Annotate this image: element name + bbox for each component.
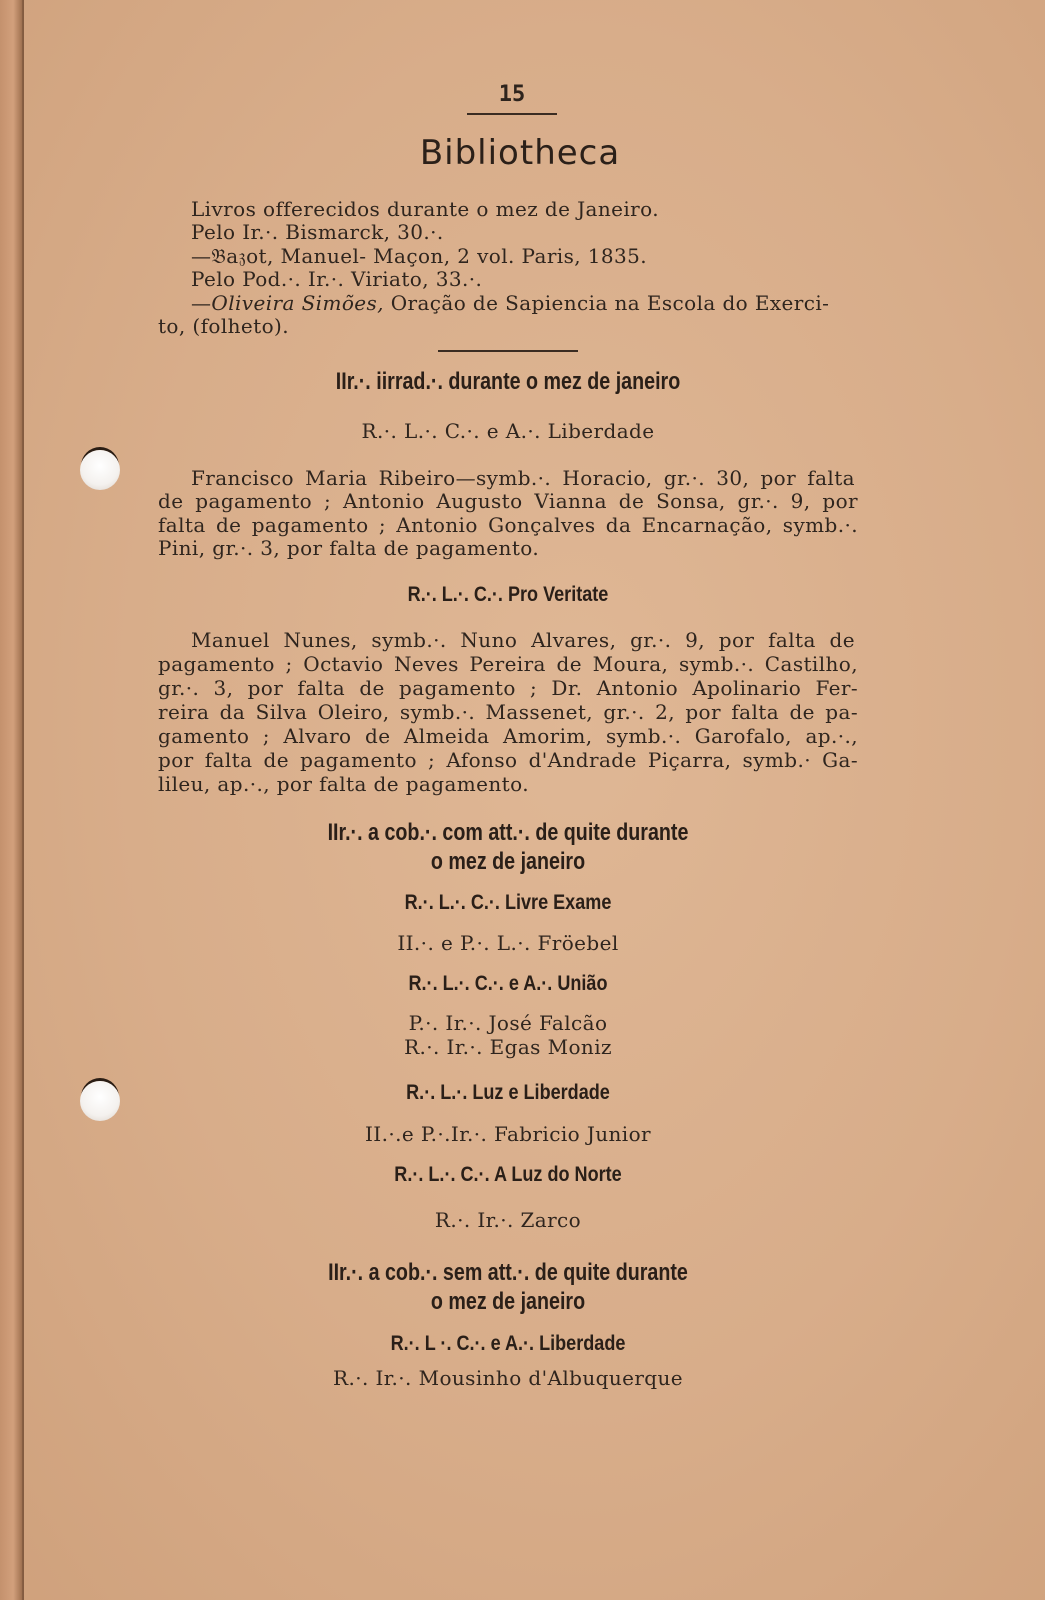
section1-line-4: Pini, gr.·. 3, por falta de pagamento. bbox=[158, 536, 540, 560]
bib-line-5: —Oliveira Simões, Oração de Sapiencia na Escola do Exerci- bbox=[191, 291, 830, 315]
bib-line-6: to, (folheto). bbox=[158, 314, 289, 338]
section3-heading-2: o mez de janeiro bbox=[430, 1288, 586, 1315]
book-spine bbox=[0, 0, 24, 1600]
section1b-line-4: reira da Silva Oleiro, symb.·. Massenet, gr.·. 2, por falta de pa- bbox=[158, 700, 858, 724]
section2-lodge-4: R.·. L.·. C.·. A Luz do Norte bbox=[394, 1163, 622, 1186]
page-number-rule bbox=[467, 113, 557, 115]
section3-heading-1: IIr.·. a cob.·. sem att.·. de quite durante bbox=[328, 1259, 688, 1286]
section1b-line-6: por falta de pagamento ; Afonso d'Andrade Piçarra, symb.· Ga- bbox=[158, 748, 858, 772]
section2-member-2b: R.·. Ir.·. Egas Moniz bbox=[404, 1035, 612, 1059]
binding-edge bbox=[22, 0, 24, 1600]
section2-lodge-3: R.·. L.·. Luz e Liberdade bbox=[406, 1081, 610, 1104]
section1b-line-7: lileu, ap.·., por falta de pagamento. bbox=[158, 772, 529, 796]
section2-member-3: II.·.e P.·.Ir.·. Fabricio Junior bbox=[364, 1122, 651, 1146]
section3-lodge: R.·. L ·. C.·. e A.·. Liberdade bbox=[390, 1332, 626, 1355]
section2-heading-1: IIr.·. a cob.·. com att.·. de quite durante bbox=[327, 819, 689, 846]
page-title: Bibliotheca bbox=[419, 133, 621, 173]
bib-line-1: Livros offerecidos durante o mez de Janeiro. bbox=[191, 197, 659, 221]
section1b-line-5: gamento ; Alvaro de Almeida Amorim, symb.·. Garofalo, ap.·., bbox=[158, 724, 858, 748]
section1-line-3: falta de pagamento ; Antonio Gonçalves da Encarnação, symb.·. bbox=[158, 513, 858, 537]
page-number: 15 bbox=[498, 82, 526, 107]
bib-line-4: Pelo Pod.·. Ir.·. Viriato, 33.·. bbox=[191, 267, 483, 291]
bib-line-2: Pelo Ir.·. Bismarck, 30.·. bbox=[191, 220, 444, 244]
section1-line-2: de pagamento ; Antonio Augusto Vianna de Sonsa, gr.·. 9, por bbox=[158, 489, 858, 513]
oliveira-title: Oração de Sapiencia na Escola do Exerci- bbox=[390, 291, 830, 315]
section1b-line-1: Manuel Nunes, symb.·. Nuno Alvares, gr.·. 9, por falta de bbox=[191, 628, 855, 652]
section2-lodge-1: R.·. L.·. C.·. Livre Exame bbox=[404, 891, 612, 914]
section-divider bbox=[438, 350, 578, 352]
bib-line-3: —𝔅a𝔷ot, Manuel- Maçon, 2 vol. Paris, 1835. bbox=[191, 244, 648, 268]
section2-member-2a: P.·. Ir.·. José Falcão bbox=[408, 1011, 608, 1035]
section1-line-1: Francisco Maria Ribeiro—symb.·. Horacio, gr.·. 30, por falta bbox=[191, 466, 855, 490]
punch-hole-bottom bbox=[80, 1081, 120, 1121]
section1-heading: IIr.·. iirrad.·. durante o mez de janeiro bbox=[335, 368, 681, 395]
section2-heading-2: o mez de janeiro bbox=[430, 848, 586, 875]
section2-member-1: II.·. e P.·. L.·. Fröebel bbox=[397, 931, 619, 955]
section2-lodge-2: R.·. L.·. C.·. e A.·. União bbox=[408, 972, 608, 995]
section1-lodge: R.·. L.·. C.·. e A.·. Liberdade bbox=[361, 419, 655, 443]
punch-hole-top bbox=[80, 450, 120, 490]
section3-member: R.·. Ir.·. Mousinho d'Albuquerque bbox=[332, 1366, 684, 1390]
oliveira-author: Oliveira Simões, bbox=[211, 291, 384, 315]
section2-member-4: R.·. Ir.·. Zarco bbox=[434, 1208, 582, 1232]
section1b-line-2: pagamento ; Octavio Neves Pereira de Moura, symb.·. Castilho, bbox=[158, 652, 858, 676]
section1-lodge2: R.·. L.·. C.·. Pro Veritate bbox=[407, 583, 609, 606]
section1b-line-3: gr.·. 3, por falta de pagamento ; Dr. Antonio Apolinario Fer- bbox=[158, 676, 858, 700]
